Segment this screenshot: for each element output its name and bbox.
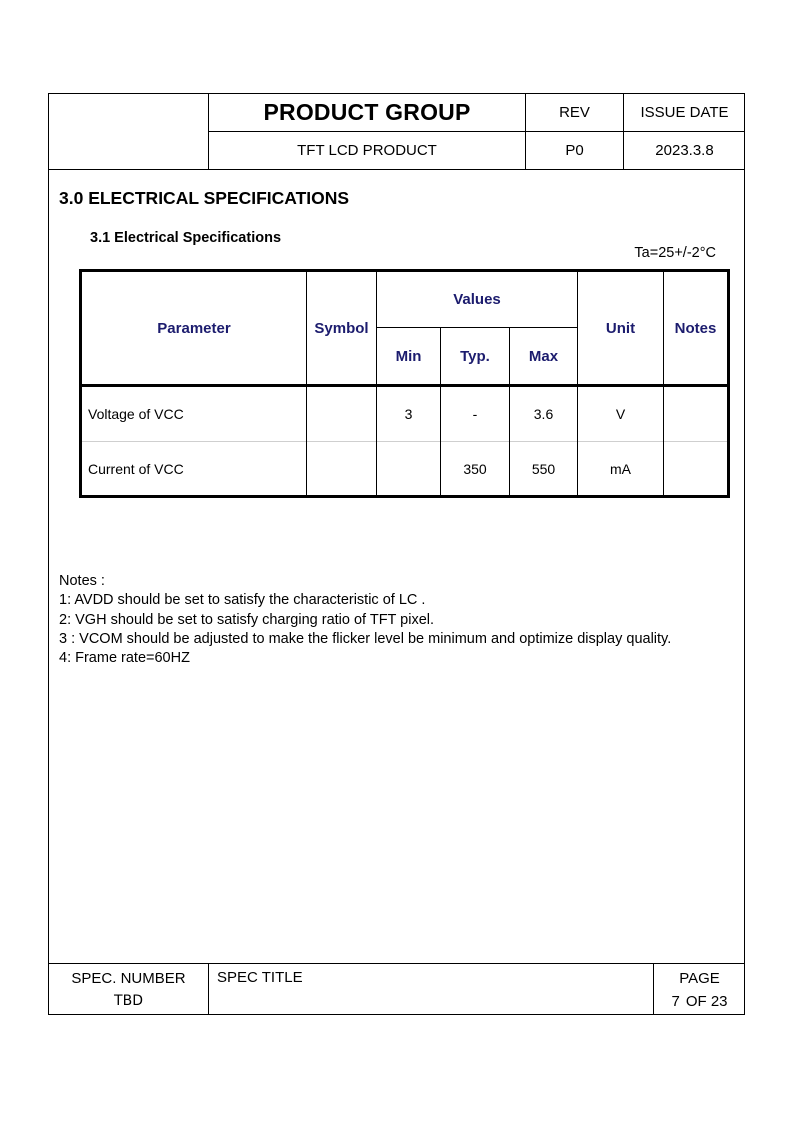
spec-number-label: SPEC. NUMBER <box>71 969 186 987</box>
notes-block <box>59 572 671 668</box>
page-total: OF 23 <box>685 992 728 1010</box>
spec-title-label: SPEC TITLE <box>217 969 303 986</box>
header-parameter: Parameter <box>157 319 231 337</box>
header-notes: Notes <box>674 319 717 337</box>
row-unit: mA <box>610 460 631 477</box>
header-values: Values <box>453 291 501 308</box>
row-typ: 350 <box>463 460 487 477</box>
page-number: 7 <box>671 992 680 1010</box>
spec-number-value: TBD <box>114 993 143 1009</box>
section-title: 3.0 ELECTRICAL SPECIFICATIONS <box>59 188 350 208</box>
rev-value: P0 <box>565 142 584 159</box>
row-max: 3.6 <box>533 406 554 422</box>
note-item: 2: VGH should be set to satisfy charging ratio of TFT pixel. <box>59 611 435 628</box>
row-typ: - <box>472 406 478 422</box>
issue-date-label: ISSUE DATE <box>640 104 729 121</box>
subsection-title: 3.1 Electrical Specifications <box>90 230 282 246</box>
note-item: 3 : VCOM should be adjusted to make the flicker level be minimum and optimize display quality. <box>59 630 672 647</box>
row-max: 550 <box>531 460 556 477</box>
row-parameter: Current of VCC <box>88 460 184 477</box>
row-notes <box>664 387 727 441</box>
notes-heading: Notes : <box>59 573 105 589</box>
page-label: PAGE <box>679 969 720 987</box>
row-symbol <box>307 387 376 441</box>
temperature-condition: Ta=25+/-2°C <box>634 245 716 261</box>
header-symbol: Symbol <box>314 319 369 337</box>
header-max: Max <box>528 347 559 365</box>
rev-label: REV <box>559 104 590 121</box>
note-item: 1: AVDD should be set to satisfy the characteristic of LC . <box>59 592 426 609</box>
header-bottom-line <box>48 169 745 170</box>
footer-divider-1 <box>208 963 209 1015</box>
electrical-spec-table <box>79 269 730 498</box>
row-min <box>377 442 440 495</box>
row-notes <box>664 442 727 495</box>
product-group-title: PRODUCT GROUP <box>263 99 471 125</box>
row-symbol <box>307 442 376 495</box>
row-min: 3 <box>404 406 413 422</box>
header-typ: Typ. <box>460 347 490 365</box>
row-unit: V <box>615 406 626 422</box>
footer-top-line <box>48 963 745 964</box>
row-parameter: Voltage of VCC <box>88 406 184 422</box>
product-name: TFT LCD PRODUCT <box>297 142 437 159</box>
issue-date-value: 2023.3.8 <box>655 142 714 159</box>
header-unit: Unit <box>605 319 636 337</box>
page-indicator <box>654 991 745 1011</box>
header-min: Min <box>395 347 422 365</box>
note-item: 4: Frame rate=60HZ <box>59 650 190 667</box>
